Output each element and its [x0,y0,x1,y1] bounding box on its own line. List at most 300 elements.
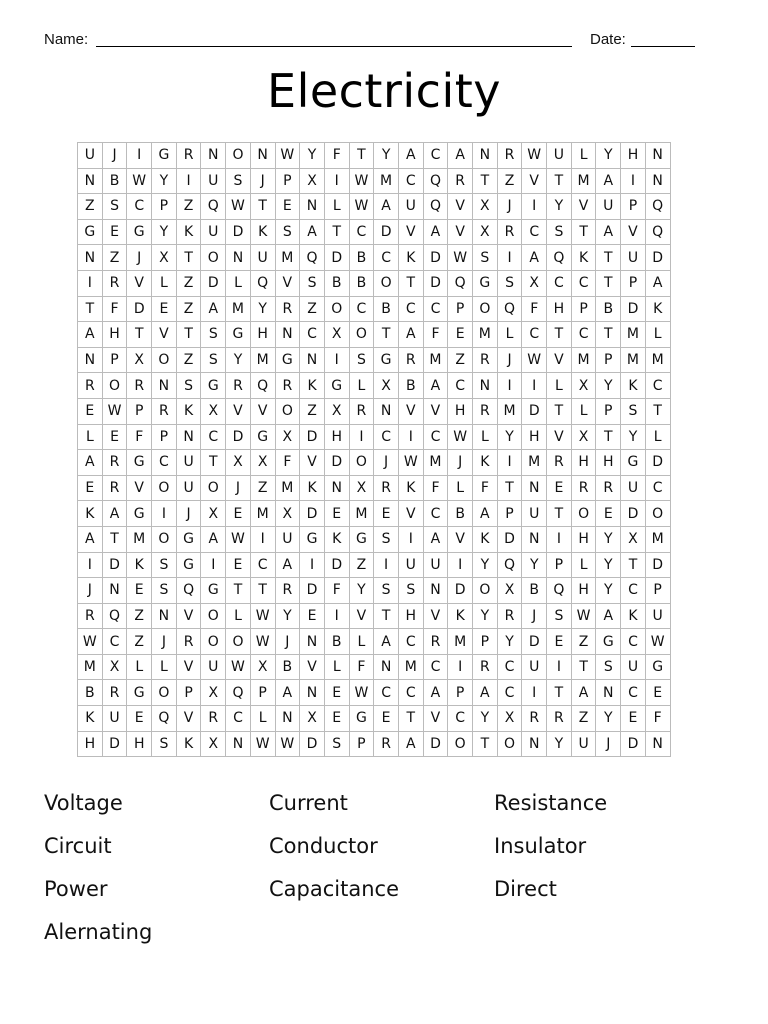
grid-letter[interactable]: K [176,398,201,424]
grid-letter[interactable]: Q [645,194,670,220]
grid-letter[interactable]: L [448,475,473,501]
grid-letter[interactable]: C [127,194,152,220]
grid-letter[interactable]: Z [349,552,374,578]
grid-letter[interactable]: K [621,373,646,399]
grid-letter[interactable]: O [497,731,522,757]
grid-letter[interactable]: X [621,526,646,552]
grid-letter[interactable]: N [473,373,498,399]
grid-letter[interactable]: R [497,219,522,245]
grid-letter[interactable]: V [398,501,423,527]
grid-letter[interactable]: K [473,526,498,552]
grid-letter[interactable]: P [250,680,275,706]
grid-letter[interactable]: U [78,143,103,169]
grid-letter[interactable]: B [374,296,399,322]
grid-letter[interactable]: R [398,347,423,373]
grid-letter[interactable]: Y [547,731,572,757]
grid-letter[interactable]: B [448,501,473,527]
grid-letter[interactable]: S [275,219,300,245]
grid-letter[interactable]: P [571,296,596,322]
grid-letter[interactable]: L [226,270,251,296]
grid-letter[interactable]: S [547,603,572,629]
grid-letter[interactable]: L [324,194,349,220]
grid-letter[interactable]: Y [226,347,251,373]
grid-letter[interactable]: H [398,603,423,629]
grid-letter[interactable]: L [571,552,596,578]
grid-letter[interactable]: D [102,552,127,578]
grid-letter[interactable]: V [127,270,152,296]
grid-letter[interactable]: U [201,168,226,194]
grid-letter[interactable]: P [448,296,473,322]
grid-letter[interactable]: Y [621,424,646,450]
grid-letter[interactable]: I [127,143,152,169]
grid-letter[interactable]: Y [547,194,572,220]
grid-letter[interactable]: N [250,143,275,169]
grid-letter[interactable]: N [102,578,127,604]
grid-letter[interactable]: E [275,194,300,220]
grid-letter[interactable]: N [645,731,670,757]
grid-letter[interactable]: A [201,296,226,322]
grid-letter[interactable]: C [497,680,522,706]
grid-letter[interactable]: X [300,706,325,732]
grid-letter[interactable]: S [176,373,201,399]
grid-letter[interactable]: M [275,245,300,271]
grid-letter[interactable]: J [374,450,399,476]
grid-letter[interactable]: R [374,475,399,501]
grid-letter[interactable]: N [78,347,103,373]
grid-letter[interactable]: A [448,143,473,169]
grid-letter[interactable]: T [497,475,522,501]
grid-letter[interactable]: R [547,450,572,476]
grid-letter[interactable]: D [645,450,670,476]
grid-letter[interactable]: H [250,322,275,348]
grid-letter[interactable]: C [448,706,473,732]
grid-letter[interactable]: I [78,270,103,296]
grid-letter[interactable]: I [176,168,201,194]
grid-letter[interactable]: F [324,143,349,169]
grid-letter[interactable]: A [423,373,448,399]
grid-letter[interactable]: V [300,654,325,680]
grid-letter[interactable]: B [324,629,349,655]
grid-letter[interactable]: V [423,398,448,424]
grid-letter[interactable]: E [127,706,152,732]
grid-letter[interactable]: D [423,731,448,757]
grid-letter[interactable]: Q [547,245,572,271]
grid-letter[interactable]: L [324,654,349,680]
grid-letter[interactable]: S [473,245,498,271]
grid-letter[interactable]: G [226,322,251,348]
grid-letter[interactable]: N [324,475,349,501]
grid-letter[interactable]: Y [250,296,275,322]
grid-letter[interactable]: G [127,219,152,245]
grid-letter[interactable]: V [522,168,547,194]
grid-letter[interactable]: M [571,347,596,373]
grid-letter[interactable]: K [176,219,201,245]
grid-letter[interactable]: C [621,629,646,655]
grid-letter[interactable]: A [423,680,448,706]
grid-letter[interactable]: M [78,654,103,680]
grid-letter[interactable]: N [423,578,448,604]
grid-letter[interactable]: S [374,526,399,552]
grid-letter[interactable]: U [423,552,448,578]
grid-letter[interactable]: D [300,501,325,527]
grid-letter[interactable]: Z [176,194,201,220]
grid-letter[interactable]: L [78,424,103,450]
grid-letter[interactable]: V [547,424,572,450]
grid-letter[interactable]: C [152,450,177,476]
grid-letter[interactable]: L [547,373,572,399]
grid-letter[interactable]: L [645,322,670,348]
grid-letter[interactable]: Y [349,578,374,604]
grid-letter[interactable]: V [547,347,572,373]
grid-letter[interactable]: U [645,603,670,629]
grid-letter[interactable]: B [349,245,374,271]
grid-letter[interactable]: K [300,373,325,399]
grid-letter[interactable]: M [473,322,498,348]
grid-letter[interactable]: I [374,552,399,578]
grid-letter[interactable]: U [176,475,201,501]
grid-letter[interactable]: H [324,424,349,450]
grid-letter[interactable]: G [349,706,374,732]
grid-letter[interactable]: W [571,603,596,629]
grid-letter[interactable]: U [621,654,646,680]
grid-letter[interactable]: O [201,475,226,501]
grid-letter[interactable]: L [152,654,177,680]
grid-letter[interactable]: T [127,322,152,348]
grid-letter[interactable]: H [127,731,152,757]
grid-letter[interactable]: J [497,194,522,220]
grid-letter[interactable]: Y [522,552,547,578]
grid-letter[interactable]: T [547,501,572,527]
grid-letter[interactable]: E [226,552,251,578]
grid-letter[interactable]: G [176,526,201,552]
grid-letter[interactable]: P [596,347,621,373]
grid-letter[interactable]: V [226,398,251,424]
grid-letter[interactable]: O [152,347,177,373]
grid-letter[interactable]: Z [448,347,473,373]
grid-letter[interactable]: N [78,168,103,194]
grid-letter[interactable]: I [152,501,177,527]
grid-letter[interactable]: F [522,296,547,322]
grid-letter[interactable]: M [250,347,275,373]
grid-letter[interactable]: Z [176,296,201,322]
grid-letter[interactable]: U [547,143,572,169]
grid-letter[interactable]: S [621,398,646,424]
grid-letter[interactable]: A [201,526,226,552]
grid-letter[interactable]: D [226,219,251,245]
grid-letter[interactable]: X [275,424,300,450]
grid-letter[interactable]: P [448,680,473,706]
grid-letter[interactable]: U [398,552,423,578]
grid-letter[interactable]: C [398,680,423,706]
grid-letter[interactable]: Y [473,552,498,578]
grid-letter[interactable]: G [300,526,325,552]
grid-letter[interactable]: V [176,654,201,680]
grid-letter[interactable]: B [522,578,547,604]
grid-letter[interactable]: M [497,398,522,424]
grid-letter[interactable]: O [374,270,399,296]
grid-letter[interactable]: X [201,731,226,757]
grid-letter[interactable]: I [522,194,547,220]
grid-letter[interactable]: O [275,398,300,424]
grid-letter[interactable]: R [547,706,572,732]
grid-letter[interactable]: C [621,680,646,706]
grid-letter[interactable]: Y [275,603,300,629]
grid-letter[interactable]: T [102,526,127,552]
grid-letter[interactable]: Q [423,168,448,194]
grid-letter[interactable]: U [621,475,646,501]
grid-letter[interactable]: Z [571,629,596,655]
grid-letter[interactable]: D [621,501,646,527]
grid-letter[interactable]: U [275,526,300,552]
grid-letter[interactable]: Q [102,603,127,629]
grid-letter[interactable]: A [473,680,498,706]
grid-letter[interactable]: S [497,270,522,296]
grid-letter[interactable]: T [473,168,498,194]
grid-letter[interactable]: X [497,578,522,604]
grid-letter[interactable]: J [176,501,201,527]
grid-letter[interactable]: M [423,450,448,476]
grid-letter[interactable]: B [102,168,127,194]
grid-letter[interactable]: P [596,398,621,424]
grid-letter[interactable]: I [522,680,547,706]
grid-letter[interactable]: T [596,424,621,450]
grid-letter[interactable]: I [324,168,349,194]
grid-letter[interactable]: L [250,706,275,732]
grid-letter[interactable]: Y [374,143,399,169]
grid-letter[interactable]: I [497,450,522,476]
date-field[interactable] [631,31,695,47]
grid-letter[interactable]: K [448,603,473,629]
grid-letter[interactable]: C [201,424,226,450]
grid-letter[interactable]: Y [596,143,621,169]
grid-letter[interactable]: A [102,501,127,527]
grid-letter[interactable]: E [226,501,251,527]
grid-letter[interactable]: C [522,219,547,245]
grid-letter[interactable]: T [473,731,498,757]
grid-letter[interactable]: E [78,475,103,501]
grid-letter[interactable]: L [473,424,498,450]
grid-letter[interactable]: X [374,373,399,399]
grid-letter[interactable]: U [522,501,547,527]
grid-letter[interactable]: D [645,552,670,578]
grid-letter[interactable]: P [127,398,152,424]
grid-letter[interactable]: W [349,680,374,706]
grid-letter[interactable]: E [78,398,103,424]
grid-letter[interactable]: U [621,245,646,271]
grid-letter[interactable]: M [423,347,448,373]
grid-letter[interactable]: L [349,629,374,655]
grid-letter[interactable]: C [621,578,646,604]
grid-letter[interactable]: W [448,245,473,271]
grid-letter[interactable]: W [127,168,152,194]
grid-letter[interactable]: C [374,680,399,706]
grid-letter[interactable]: J [127,245,152,271]
grid-letter[interactable]: H [78,731,103,757]
grid-letter[interactable]: H [522,424,547,450]
grid-letter[interactable]: Q [226,680,251,706]
grid-letter[interactable]: I [448,654,473,680]
grid-letter[interactable]: T [176,322,201,348]
grid-letter[interactable]: C [522,322,547,348]
grid-letter[interactable]: N [275,706,300,732]
grid-letter[interactable]: R [275,578,300,604]
grid-letter[interactable]: S [324,731,349,757]
grid-letter[interactable]: O [473,578,498,604]
grid-letter[interactable]: A [423,219,448,245]
grid-letter[interactable]: M [398,654,423,680]
grid-letter[interactable]: I [547,526,572,552]
grid-letter[interactable]: O [324,296,349,322]
grid-letter[interactable]: Q [300,245,325,271]
grid-letter[interactable]: D [645,245,670,271]
grid-letter[interactable]: Y [300,143,325,169]
grid-letter[interactable]: C [423,143,448,169]
grid-letter[interactable]: K [300,475,325,501]
grid-letter[interactable]: M [448,629,473,655]
grid-letter[interactable]: C [423,296,448,322]
grid-letter[interactable]: P [349,731,374,757]
grid-letter[interactable]: S [398,578,423,604]
grid-letter[interactable]: G [176,552,201,578]
name-field[interactable] [96,31,572,47]
grid-letter[interactable]: G [275,347,300,373]
grid-letter[interactable]: M [571,168,596,194]
grid-letter[interactable]: Y [473,706,498,732]
grid-letter[interactable]: R [448,168,473,194]
grid-letter[interactable]: G [201,578,226,604]
grid-letter[interactable]: S [152,578,177,604]
grid-letter[interactable]: C [374,245,399,271]
grid-letter[interactable]: R [473,347,498,373]
grid-letter[interactable]: C [398,296,423,322]
grid-letter[interactable]: Q [448,270,473,296]
grid-letter[interactable]: A [571,680,596,706]
grid-letter[interactable]: N [522,731,547,757]
grid-letter[interactable]: O [571,501,596,527]
grid-letter[interactable]: F [324,578,349,604]
grid-letter[interactable]: F [349,654,374,680]
grid-letter[interactable]: M [645,347,670,373]
grid-letter[interactable]: D [324,245,349,271]
grid-letter[interactable]: R [571,475,596,501]
grid-letter[interactable]: O [201,629,226,655]
grid-letter[interactable]: C [571,270,596,296]
grid-letter[interactable]: P [152,194,177,220]
grid-letter[interactable]: N [300,347,325,373]
grid-letter[interactable]: R [473,398,498,424]
grid-letter[interactable]: O [473,296,498,322]
grid-letter[interactable]: R [497,143,522,169]
grid-letter[interactable]: E [300,603,325,629]
grid-letter[interactable]: I [497,373,522,399]
grid-letter[interactable]: E [324,706,349,732]
grid-letter[interactable]: G [374,347,399,373]
grid-letter[interactable]: N [473,143,498,169]
grid-letter[interactable]: Q [497,552,522,578]
grid-letter[interactable]: M [645,526,670,552]
grid-letter[interactable]: D [226,424,251,450]
grid-letter[interactable]: G [127,450,152,476]
grid-letter[interactable]: S [547,219,572,245]
grid-letter[interactable]: R [78,603,103,629]
grid-letter[interactable]: T [571,219,596,245]
grid-letter[interactable]: O [152,526,177,552]
grid-letter[interactable]: F [275,450,300,476]
grid-letter[interactable]: A [398,322,423,348]
grid-letter[interactable]: Z [250,475,275,501]
grid-letter[interactable]: N [78,245,103,271]
grid-letter[interactable]: T [596,270,621,296]
grid-letter[interactable]: V [275,270,300,296]
grid-letter[interactable]: U [522,654,547,680]
grid-letter[interactable]: V [349,603,374,629]
grid-letter[interactable]: X [473,194,498,220]
grid-letter[interactable]: K [645,296,670,322]
grid-letter[interactable]: A [596,168,621,194]
grid-letter[interactable]: D [127,296,152,322]
grid-letter[interactable]: G [324,373,349,399]
grid-letter[interactable]: N [300,629,325,655]
grid-letter[interactable]: R [226,373,251,399]
grid-letter[interactable]: P [473,629,498,655]
grid-letter[interactable]: Y [596,526,621,552]
grid-letter[interactable]: N [596,680,621,706]
grid-letter[interactable]: X [201,680,226,706]
grid-letter[interactable]: Y [497,629,522,655]
grid-letter[interactable]: P [621,270,646,296]
grid-letter[interactable]: G [349,526,374,552]
grid-letter[interactable]: N [300,680,325,706]
grid-letter[interactable]: M [226,296,251,322]
grid-letter[interactable]: O [152,475,177,501]
grid-letter[interactable]: Z [497,168,522,194]
grid-letter[interactable]: J [102,143,127,169]
grid-letter[interactable]: G [473,270,498,296]
grid-letter[interactable]: T [596,245,621,271]
grid-letter[interactable]: A [300,219,325,245]
grid-letter[interactable]: D [497,526,522,552]
grid-letter[interactable]: O [448,731,473,757]
grid-letter[interactable]: R [102,270,127,296]
grid-letter[interactable]: G [621,450,646,476]
grid-letter[interactable]: J [596,731,621,757]
grid-letter[interactable]: Q [497,296,522,322]
grid-letter[interactable]: D [374,219,399,245]
grid-letter[interactable]: J [522,603,547,629]
grid-letter[interactable]: K [621,603,646,629]
grid-letter[interactable]: Y [473,603,498,629]
grid-letter[interactable]: W [522,143,547,169]
grid-letter[interactable]: F [127,424,152,450]
grid-letter[interactable]: X [324,322,349,348]
grid-letter[interactable]: D [324,450,349,476]
grid-letter[interactable]: W [349,194,374,220]
grid-letter[interactable]: M [275,475,300,501]
grid-letter[interactable]: B [349,270,374,296]
grid-letter[interactable]: R [176,143,201,169]
grid-letter[interactable]: V [250,398,275,424]
grid-letter[interactable]: F [102,296,127,322]
grid-letter[interactable]: J [152,629,177,655]
grid-letter[interactable]: O [201,245,226,271]
grid-letter[interactable]: W [275,143,300,169]
grid-letter[interactable]: E [547,629,572,655]
grid-letter[interactable]: O [102,373,127,399]
grid-letter[interactable]: W [226,526,251,552]
grid-letter[interactable]: X [497,706,522,732]
grid-letter[interactable]: N [176,424,201,450]
grid-letter[interactable]: C [423,501,448,527]
